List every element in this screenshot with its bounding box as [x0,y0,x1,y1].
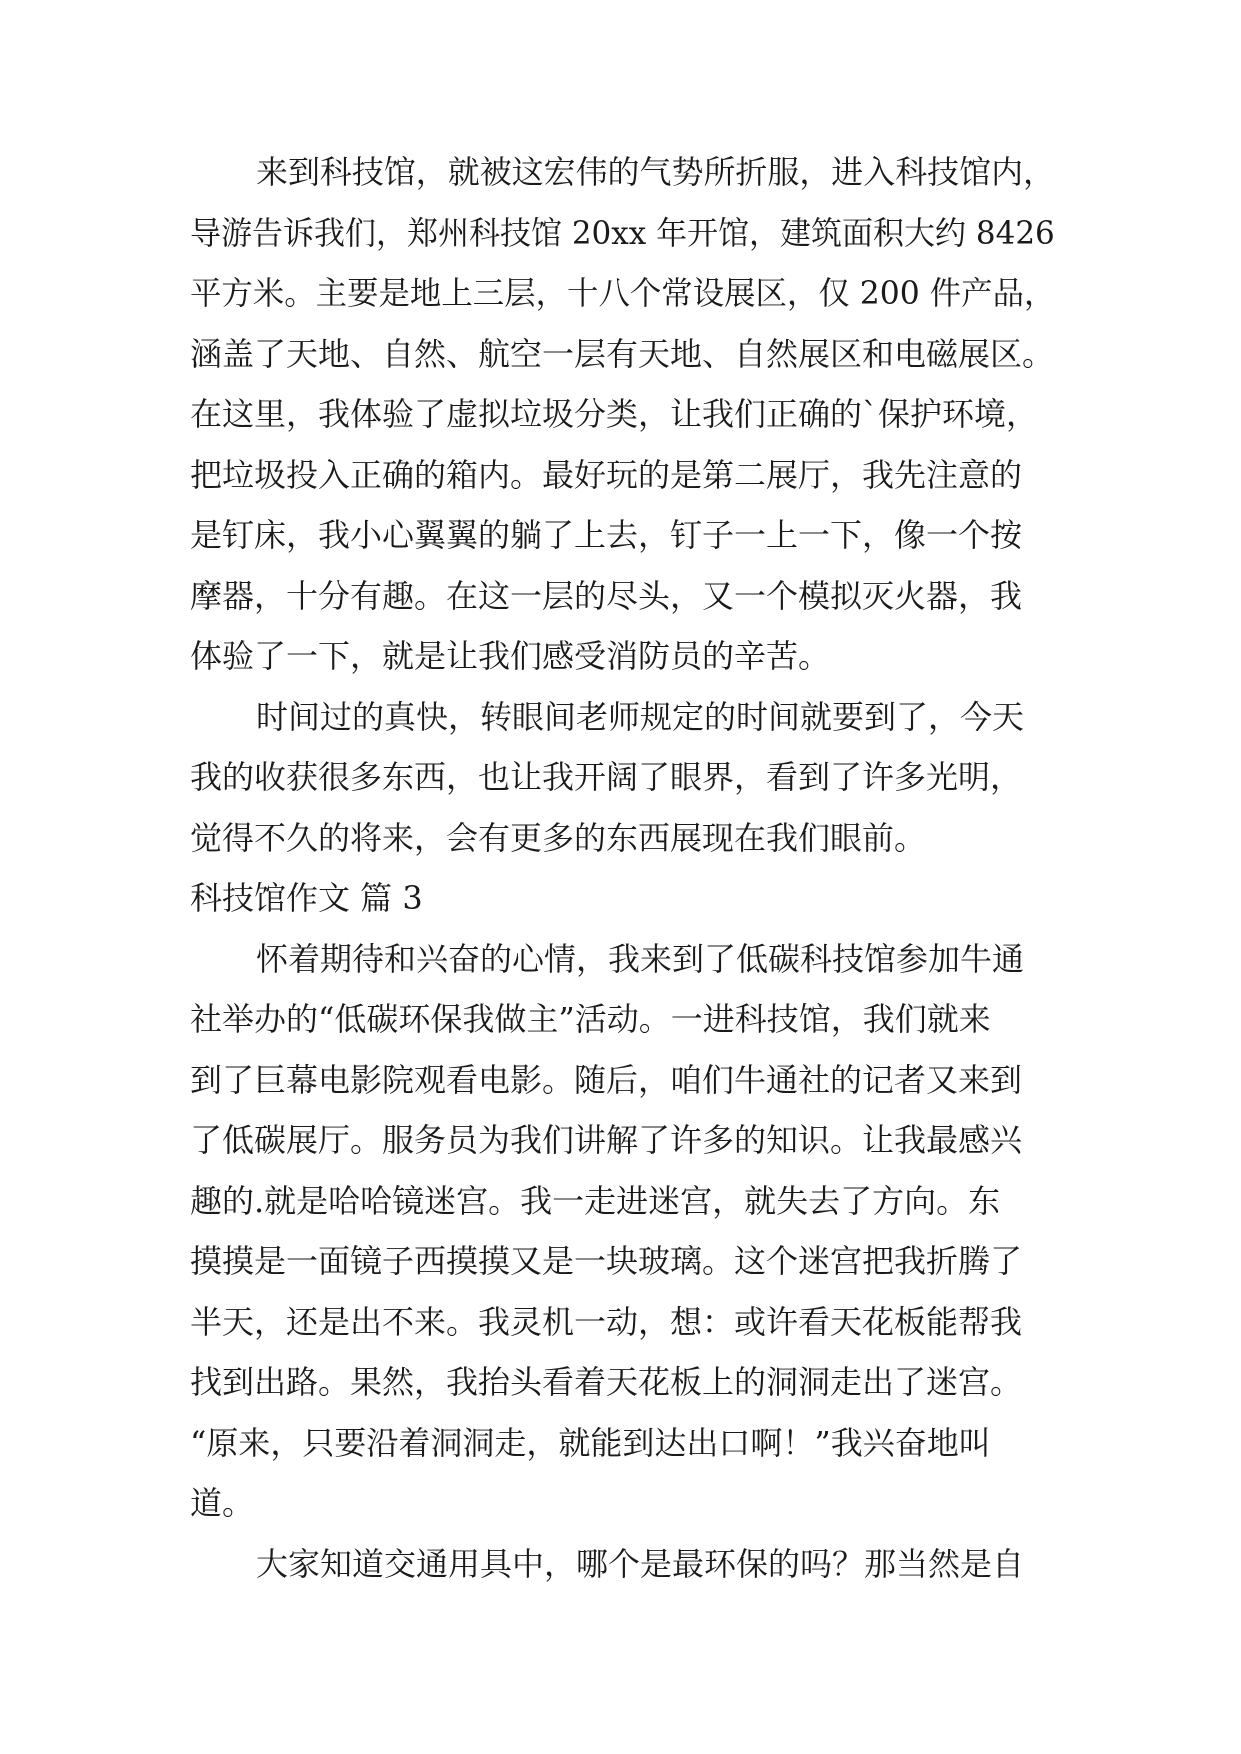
paragraph-line: 导游告诉我们，郑州科技馆 20xx 年开馆，建筑面积大约 8426 [190,214,1055,252]
paragraph-line: 社举办的“低碳环保我做主”活动。一进科技馆，我们就来 [190,1000,991,1038]
paragraph-line: 我的收获很多东西，也让我开阔了眼界，看到了许多光明， [190,758,1023,796]
paragraph-line: 摸摸是一面镜子西摸摸又是一块玻璃。这个迷宫把我折腾了 [190,1242,1023,1280]
paragraph-line: 找到出路。果然，我抬头看着天花板上的洞洞走出了迷宫。 [190,1363,1023,1401]
paragraph-line: 时间过的真快，转眼间老师规定的时间就要到了，今天 [256,698,1025,736]
paragraph-line: 趣的.就是哈哈镜迷宫。我一走进迷宫，就失去了方向。东 [190,1182,1001,1220]
paragraph-line: 半天，还是出不来。我灵机一动，想：或许看天花板能帮我 [190,1303,1023,1341]
paragraph-line: 在这里，我体验了虚拟垃圾分类，让我们正确的`保护环境， [190,395,1039,433]
paragraph-line: “原来，只要沿着洞洞走，就能到达出口啊！”我兴奋地叫 [190,1424,991,1462]
paragraph-line: 到了巨幕电影院观看电影。随后，咱们牛通社的记者又来到 [190,1061,1023,1099]
paragraph-line: 平方米。主要是地上三层，十八个常设展区，仅 200 件产品， [190,274,1056,312]
paragraph-line: 了低碳展厅。服务员为我们讲解了许多的知识。让我最感兴 [190,1121,1023,1159]
section-heading: 科技馆作文 篇 3 [190,879,423,917]
paragraph-line: 摩器，十分有趣。在这一层的尽头，又一个模拟灭火器，我 [190,577,1023,615]
paragraph-line: 是钉床，我小心翼翼的躺了上去，钉子一上一下，像一个按 [190,516,1023,554]
paragraph-line: 觉得不久的将来，会有更多的东西展现在我们眼前。 [190,819,927,857]
paragraph-line: 涵盖了天地、自然、航空一层有天地、自然展区和电磁展区。 [190,335,1055,373]
paragraph-line: 大家知道交通用具中，哪个是最环保的吗？那当然是自 [256,1545,1025,1583]
paragraph-line: 体验了一下，就是让我们感受消防员的辛苦。 [190,637,831,675]
paragraph-line: 怀着期待和兴奋的心情，我来到了低碳科技馆参加牛通 [256,940,1025,978]
paragraph-line: 把垃圾投入正确的箱内。最好玩的是第二展厅，我先注意的 [190,456,1023,494]
paragraph-line: 来到科技馆，就被这宏伟的气势所折服，进入科技馆内， [256,153,1056,191]
paragraph-line: 道。 [190,1484,255,1522]
